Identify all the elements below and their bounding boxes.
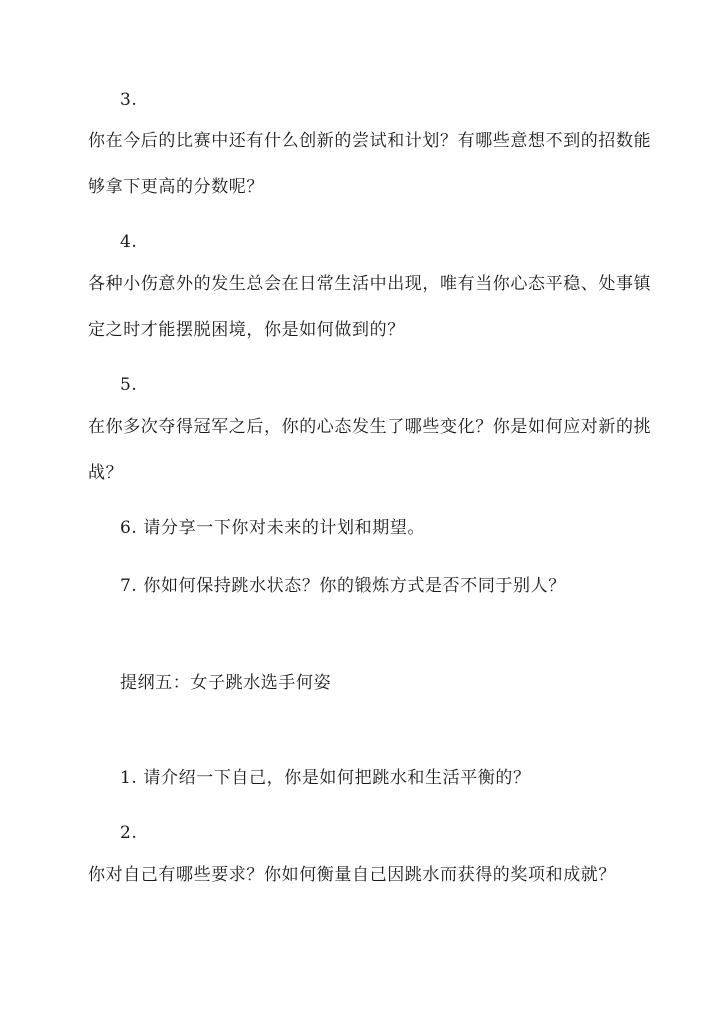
question-3-text-line-2: 够拿下更高的分数呢？ xyxy=(88,177,264,197)
section-heading: 提纲五：女子跳水选手何姿 xyxy=(120,673,332,693)
section-question-2-number: 2. xyxy=(120,823,138,843)
question-4-number: 4. xyxy=(120,232,138,252)
question-3-number: 3. xyxy=(120,90,138,110)
question-4-text-line-1: 各种小伤意外的发生总会在日常生活中出现，唯有当你心态平稳、处事镇 xyxy=(88,274,652,294)
question-5-text-line-1: 在你多次夺得冠军之后，你的心态发生了哪些变化？你是如何应对新的挑 xyxy=(88,417,652,437)
question-4-text-line-2: 定之时才能摆脱困境，你是如何做到的？ xyxy=(88,320,405,340)
question-6: 6. 请分享一下你对未来的计划和期望。 xyxy=(120,518,426,538)
section-question-1: 1. 请介绍一下自己，你是如何把跳水和生活平衡的？ xyxy=(120,768,531,788)
question-5-text-line-2: 战？ xyxy=(88,463,124,483)
section-question-2-text: 你对自己有哪些要求？你如何衡量自己因跳水而获得的奖项和成就？ xyxy=(88,865,616,885)
question-3-text-line-1: 你在今后的比赛中还有什么创新的尝试和计划？有哪些意想不到的招数能 xyxy=(88,131,652,151)
question-5-number: 5. xyxy=(120,375,138,395)
question-7: 7. 你如何保持跳水状态？你的锻炼方式是否不同于别人？ xyxy=(120,576,566,596)
